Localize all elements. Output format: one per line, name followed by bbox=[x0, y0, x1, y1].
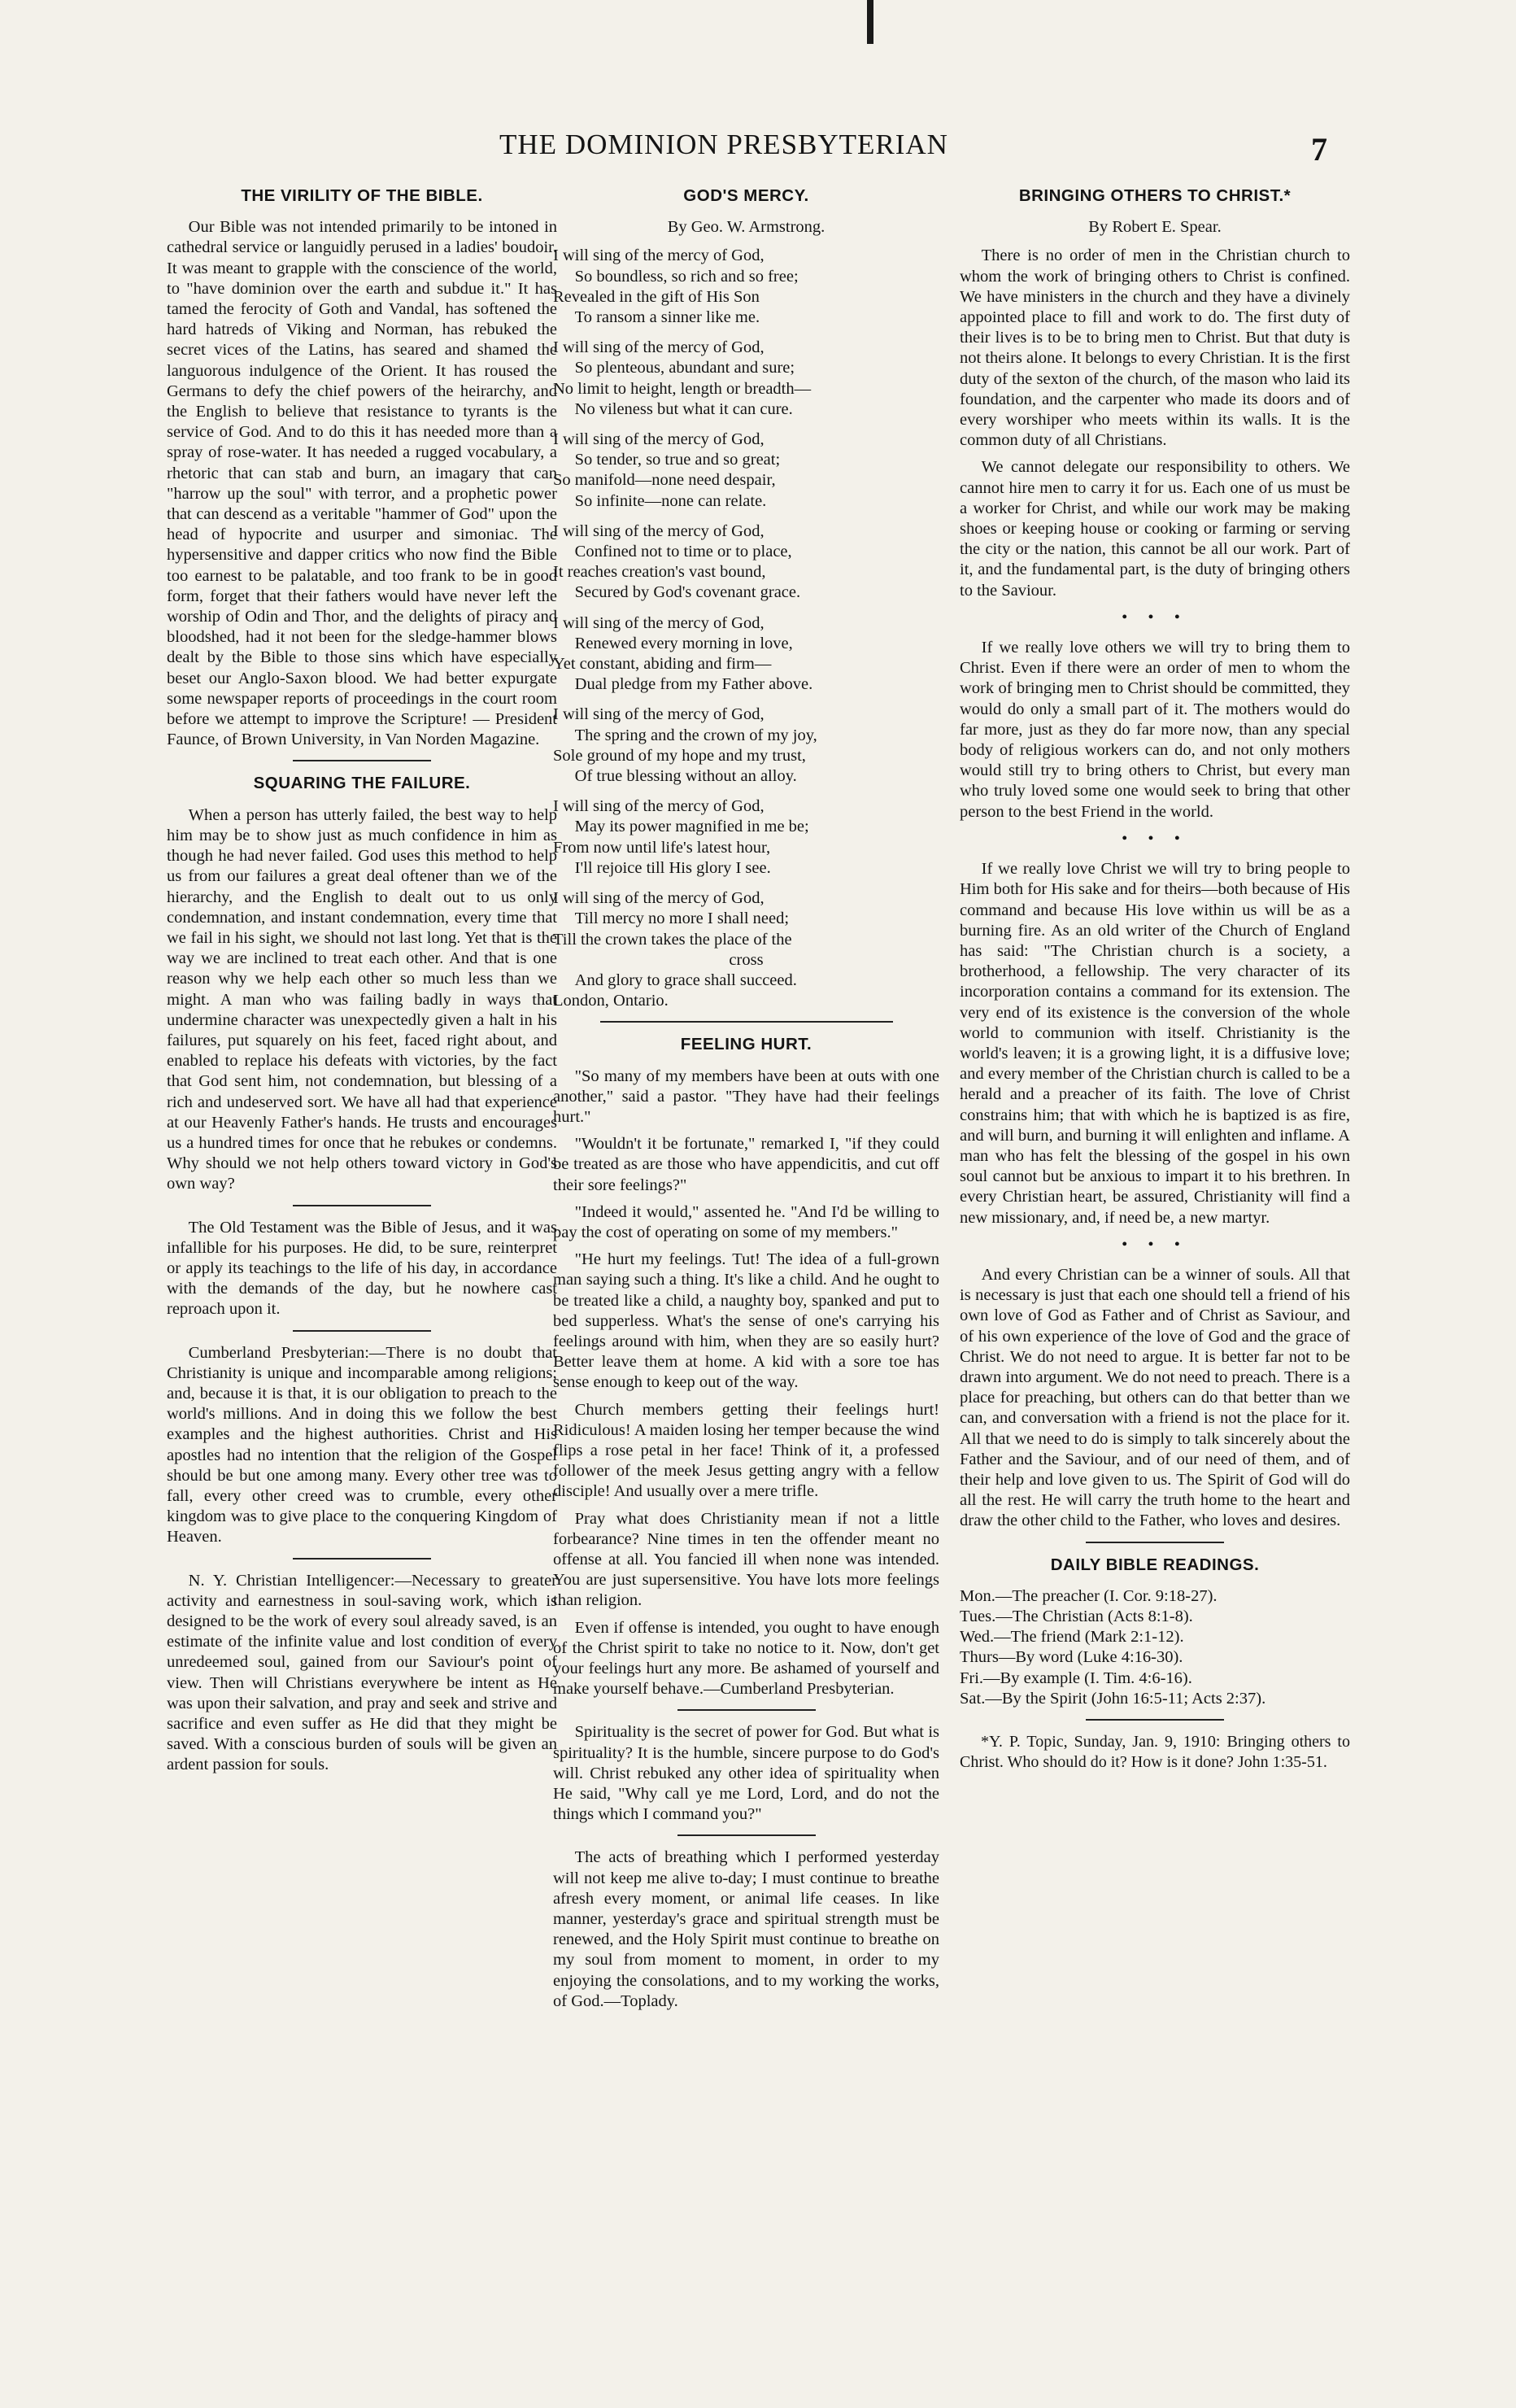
poem-line: I will sing of the mercy of God, bbox=[553, 521, 765, 540]
footnote: *Y. P. Topic, Sunday, Jan. 9, 1910: Bringing others to Christ. Who should do it? How is it done? John 1:35-51. bbox=[960, 1733, 1350, 1772]
article-paragraph: And every Christian can be a winner of souls. All that is necessary is just that each one should tell a friend of his own love of God as Father and of Christ as Saviour, and of his own experience of the love of God and the grace of Christ. We do not need to argue. It is better far not to be drawn into argument. We do not need to preach. There is a place for preaching, but others can do that better than we can, and conversation with a friend is not the place for it. All that we need to do is simply to talk sincerely about the Father and the Saviour, and of our need of them, and of their help and love given to us. The Spirit of God will do all the rest. He will carry the truth home to the heart and draw the other child to the Father, who loves and desires. bbox=[960, 1265, 1350, 1530]
poem-stanza bbox=[553, 796, 939, 879]
article-paragraph: "Wouldn't it be fortunate," remarked I, "if they could be treated as are those who have appendicitis, and cut off their sore feelings?" bbox=[553, 1135, 939, 1194]
poem-line: To ransom a sinner like me. bbox=[574, 308, 760, 327]
poem-line: I will sing of the mercy of God, bbox=[553, 705, 765, 724]
poem-line: And glory to grace shall succeed. bbox=[574, 971, 797, 989]
column-right bbox=[960, 181, 1350, 1779]
section-separator: • • • bbox=[1122, 829, 1188, 848]
divider bbox=[600, 1021, 893, 1023]
poem-line: Renewed every morning in love, bbox=[574, 634, 793, 652]
section-separator: • • • bbox=[1122, 1235, 1188, 1254]
poem-line: I will sing of the mercy of God, bbox=[553, 246, 765, 265]
poem-line: cross bbox=[729, 950, 764, 969]
article-paragraph: If we really love Christ we will try to bring people to Him both for His sake and for theirs—both because of His command and because His love within us will be as a burning fire. As an old writer of the Church of England has said: "The Christian church is a society, a brotherhood, a fellowship. The very character of its incorporation contains a command for its extension. The very end of its existence is the conversion of the whole world to communion with itself. Christianity is the world's leaven; it is a growing light, it is a diffusive love; and every member of the Christian church is called to be a herald and a preacher of its faith. The love of Christ constrains him; that with which he is baptized is as fire, and will burn, and burning it will enlighten and inflame. A man who has felt the blessing of the gospel in his own soul cannot but be anxious to impart it to his brethren. In every Christian heart, be assured, Christianity will find a new missionary, and, if need be, a new martyr. bbox=[960, 860, 1350, 1227]
article-byline: By Robert E. Spear. bbox=[1088, 218, 1222, 237]
binding-mark bbox=[867, 0, 873, 44]
article-paragraph: Even if offense is intended, you ought to have enough of the Christ spirit to take no notice to it. Now, don't get your feelings hurt any more. Be ashamed of yourself and make yourself behave.—Cumberland Presbyterian. bbox=[553, 1618, 939, 1699]
divider bbox=[293, 1558, 431, 1560]
poem-line: Confined not to time or to place, bbox=[574, 543, 792, 561]
poem-line: So tender, so true and so great; bbox=[574, 451, 781, 469]
article-title-squaring: SQUARING THE FAILURE. bbox=[253, 774, 471, 793]
poem-line: From now until life's latest hour, bbox=[553, 838, 771, 857]
article-paragraph: We cannot delegate our responsibility to others. We cannot hire men to carry it for us. Each one of us must be a worker for Christ, and while our work may be making shoes or keeping house or cooking or farming or serving the city or the nation, this cannot be all our work. Part of it, and the fundamental part, is the duty of bringing others to the Saviour. bbox=[960, 458, 1350, 600]
divider bbox=[677, 1709, 816, 1711]
section-separator: • • • bbox=[1122, 608, 1188, 626]
poem-line: The spring and the crown of my joy, bbox=[574, 726, 817, 744]
poem-line: Secured by God's covenant grace. bbox=[574, 583, 801, 602]
poem-stanza bbox=[553, 705, 939, 787]
poem-line: I will sing of the mercy of God, bbox=[553, 338, 765, 357]
reading-row: Wed.—The friend (Mark 2:1-12). bbox=[960, 1628, 1184, 1647]
reading-row: Mon.—The preacher (I. Cor. 9:18-27). bbox=[960, 1586, 1218, 1605]
poem bbox=[553, 246, 939, 991]
poem-stanza bbox=[553, 338, 939, 420]
divider bbox=[677, 1834, 816, 1836]
divider bbox=[293, 1330, 431, 1332]
masthead: THE DOMINION PRESBYTERIAN bbox=[499, 129, 948, 160]
divider bbox=[1086, 1542, 1224, 1543]
poem-line: Dual pledge from my Father above. bbox=[574, 675, 813, 694]
article-title-bringing: BRINGING OTHERS TO CHRIST.* bbox=[1018, 186, 1292, 205]
reading-row: Tues.—The Christian (Acts 8:1-8). bbox=[960, 1608, 1193, 1625]
reading-row: Sat.—By the Spirit (John 16:5-11; Acts 2:37). bbox=[960, 1689, 1266, 1708]
reading-row: Thurs—By word (Luke 4:16-30). bbox=[960, 1648, 1183, 1667]
article-breathing: The acts of breathing which I performed yesterday will not keep me alive to-day; I must continue to breathe afresh every moment, or animal life ceases. In like manner, yesterday's grace and spiritual strength must be renewed, and the Holy Spirit must continue to breathe on my soul from moment to moment, in order to my enjoying the consolations, and to my working the works, of God.—Toplady. bbox=[553, 1848, 939, 2010]
quote-cumberland: Cumberland Presbyterian:—There is no doubt that Christianity is unique and incomparable among religions; and, because it is that, it is our obligation to preach to the world's millions. And in doing this we follow the best examples and the highest authorities. Christ and His apostles had no intention that the religion of the Gospel should be but one among many. Every other tree was to fall, every other creed was to crumble, every other kingdom was to give place to the conquering Kingdom of Heaven. bbox=[167, 1343, 557, 1546]
poem-stanza bbox=[553, 246, 939, 328]
article-paragraph: "Indeed it would," assented he. "And I'd be willing to pay the cost of operating on some of my members." bbox=[553, 1202, 939, 1241]
poem-line: Sole ground of my hope and my trust, bbox=[553, 746, 806, 765]
poem-stanza bbox=[553, 888, 939, 991]
poem-line: Till the crown takes the place of the bbox=[553, 930, 792, 949]
poem-line: I will sing of the mercy of God, bbox=[553, 613, 765, 632]
poem-line: So infinite—none can relate. bbox=[574, 491, 767, 510]
poem-byline: By Geo. W. Armstrong. bbox=[667, 218, 826, 237]
poem-line: Yet constant, abiding and firm— bbox=[553, 655, 772, 674]
column-middle bbox=[553, 181, 939, 2018]
article-title-feeling: FEELING HURT. bbox=[680, 1035, 812, 1054]
article-spirituality: Spirituality is the secret of power for God. But what is spirituality? It is the humble, sincere purpose to do God's will. Christ rebuked any other idea of spirituality when He said, "Why call ye me Lord, Lord, and do not the things which I command you?" bbox=[553, 1723, 939, 1824]
article-body-virility: Our Bible was not intended primarily to be intoned in cathedral service or languidly perused in a ladies' boudoir. It was meant to grapple with the conscience of the world, to "have dominion over the earth and subdue it." It has tamed the ferocity of Goth and Vandal, has softened the hard hatreds of Viking and Norman, has rebuked the secret vices of the Latins, has seared and shamed the languorous indulgence of the Orient. It has roused the Germans to defy the chief powers of the heirarchy, and the English to believe that resistance to tyrants is the service of God. And to do this it has needed more than a spray of rose-water. It has needed a rugged vocabulary, a rhetoric that can stab and burn, an imagary that can "harrow up the soul" with terror, and a prophetic power that can descend as a veritable "hammer of God" upon the head of hypocrite and usurper and simoniac. The hypersensitive and dapper critics who now find the Bible too earnest to be palatable, and too frank to be in good form, forget that their fathers would have never left the worship of Odin and Thor, and the delights of piracy and bloodshed, had it not been for the sledge-hammer blows dealt by the Bible to those sins which have especially beset our Anglo-Saxon blood. We had better expurgate some newspaper reports of proceedings in the court room before we attempt to improve the Scripture! — President Faunce, of Brown University, in Van Norden Magazine. bbox=[167, 218, 557, 749]
article-paragraph: There is no order of men in the Christian church to whom the work of bringing others to Christ is confined. We have ministers in the church and they have a divinely appointed place to fill and work to do. The first duty of their lives is to be to bring men to Christ. But that duty is not theirs alone. It belongs to every Christian. It is the first duty of the sexton of the church, of the mason who laid its foundation, and the carpenter who made its doors and of every worshiper who meets within its walls. It is the common duty of all Christians. bbox=[960, 246, 1350, 450]
poem-line: I will sing of the mercy of God, bbox=[553, 430, 765, 449]
divider bbox=[1086, 1719, 1224, 1721]
poem-stanza bbox=[553, 430, 939, 512]
article-paragraph: Pray what does Christianity mean if not a little forbearance? Nine times in ten the offender meant no offense at all. You fancied ill when none was intended. You are just supersensitive. You have lots more feelings than religion. bbox=[553, 1509, 939, 1610]
poem-line: Till mercy no more I shall need; bbox=[574, 910, 790, 928]
quote-ny-christian: N. Y. Christian Intelligencer:—Necessary to greater activity and earnestness in soul-saving work, which is designed to be the work of every soul already saved, is an estimate of the infinite value and lost condition of every unredeemed soul, gained from our Saviour's point of view. Then will Christians everywhere be intent as He was upon their salvation, and pray and seek and strive and sacrifice and even suffer as He did that they might be saved. With a conscious burden of souls will be given an ardent passion for souls. bbox=[167, 1571, 557, 1774]
article-paragraph: When a person has utterly failed, the best way to help him may be to show just as much confidence in him as though he had never failed. God uses this method to help us from our failures a great deal oftener than we of the hierarchy, and the English to dealt out to us only condemnation, and instant condemnation, every time that we fail in his sight, we should not last long. Yet that is the way we are inclined to treat each other. And that is one reason why we help each other so much less than we might. A man who was failing badly in ways that undermine character was unexpectedly given a halt in his failures, put squarely on his feet, faced right about, and enabled to replace his defeats with victories, by the fact that God sent him, not condemnation, but blessing of a rich and undeserved sort. We have all had that experience at our Heavenly Father's hands. He trusts and encourages us a hundred times for once that he rebukes or condemns. Why should we not help others toward victory in God's own way? bbox=[167, 805, 557, 1193]
poem-line: May its power magnified in me be; bbox=[574, 818, 809, 836]
article-paragraph: Church members getting their feelings hurt! Ridiculous! A maiden losing her temper because the wind flips a rose petal in her face! Think of it, a professed follower of the meek Jesus getting angry with a fellow disciple! And usually over a mere trifle. bbox=[553, 1400, 939, 1501]
poem-title: GOD'S MERCY. bbox=[683, 186, 809, 205]
page-number: 7 bbox=[1311, 131, 1327, 168]
poem-line: Of true blessing without an alloy. bbox=[574, 767, 797, 786]
poem-line: Revealed in the gift of His Son bbox=[553, 287, 760, 306]
poem-stanza bbox=[553, 521, 939, 604]
reading-row: Fri.—By example (I. Tim. 4:6-16). bbox=[960, 1669, 1192, 1687]
article-paragraph: The Old Testament was the Bible of Jesus, and it was infallible for his purposes. He did, to be sure, reinterpret or apply its teachings to the life of his day, in accordance with the demands of the day, but he nowhere cast reproach upon it. bbox=[167, 1218, 557, 1319]
daily-readings-title: DAILY BIBLE READINGS. bbox=[1050, 1555, 1260, 1574]
divider bbox=[293, 760, 431, 761]
poem-line: I will sing of the mercy of God, bbox=[553, 889, 765, 908]
poem-line: It reaches creation's vast bound, bbox=[553, 563, 766, 582]
article-title-virility: THE VIRILITY OF THE BIBLE. bbox=[241, 186, 483, 205]
poem-line: No vileness but what it can cure. bbox=[574, 399, 793, 418]
poem-stanza bbox=[553, 613, 939, 696]
poem-line: So plenteous, abundant and sure; bbox=[574, 359, 795, 377]
poem-line: No limit to height, length or breadth— bbox=[553, 379, 812, 398]
poem-line: I'll rejoice till His glory I see. bbox=[574, 858, 771, 877]
column-left bbox=[167, 181, 557, 1782]
article-paragraph: "He hurt my feelings. Tut! The idea of a full-grown man saying such a thing. It's like a child. And he ought to be treated like a child, a naughty boy, spanked and put to bed supperless. What's the sense of one's carrying his feelings around with him, when they are so easily hurt? Better leave them at home. A kid with a sore toe has sense enough to keep out of the way. bbox=[553, 1250, 939, 1392]
poem-line: So boundless, so rich and so free; bbox=[574, 267, 799, 286]
article-paragraph: "So many of my members have been at outs with one another," said a pastor. "They have had their feelings hurt." bbox=[553, 1067, 939, 1126]
divider bbox=[293, 1205, 431, 1206]
daily-readings-list bbox=[960, 1586, 1350, 1709]
poem-line: So manifold—none need despair, bbox=[553, 471, 776, 490]
poem-line: I will sing of the mercy of God, bbox=[553, 797, 765, 816]
poem-place: London, Ontario. bbox=[553, 992, 669, 1010]
article-paragraph: If we really love others we will try to bring them to Christ. Even if there were an order of men to whom the work of bringing men to Christ should be committed, they would do only a small part of it. The mothers would do far more, just as they do far more now, than any special body of religious workers can do, and not only mothers would still try to bring others to Christ, but every man who truly loved some one would seek to bring that other person to the best Friend in the world. bbox=[960, 639, 1350, 821]
